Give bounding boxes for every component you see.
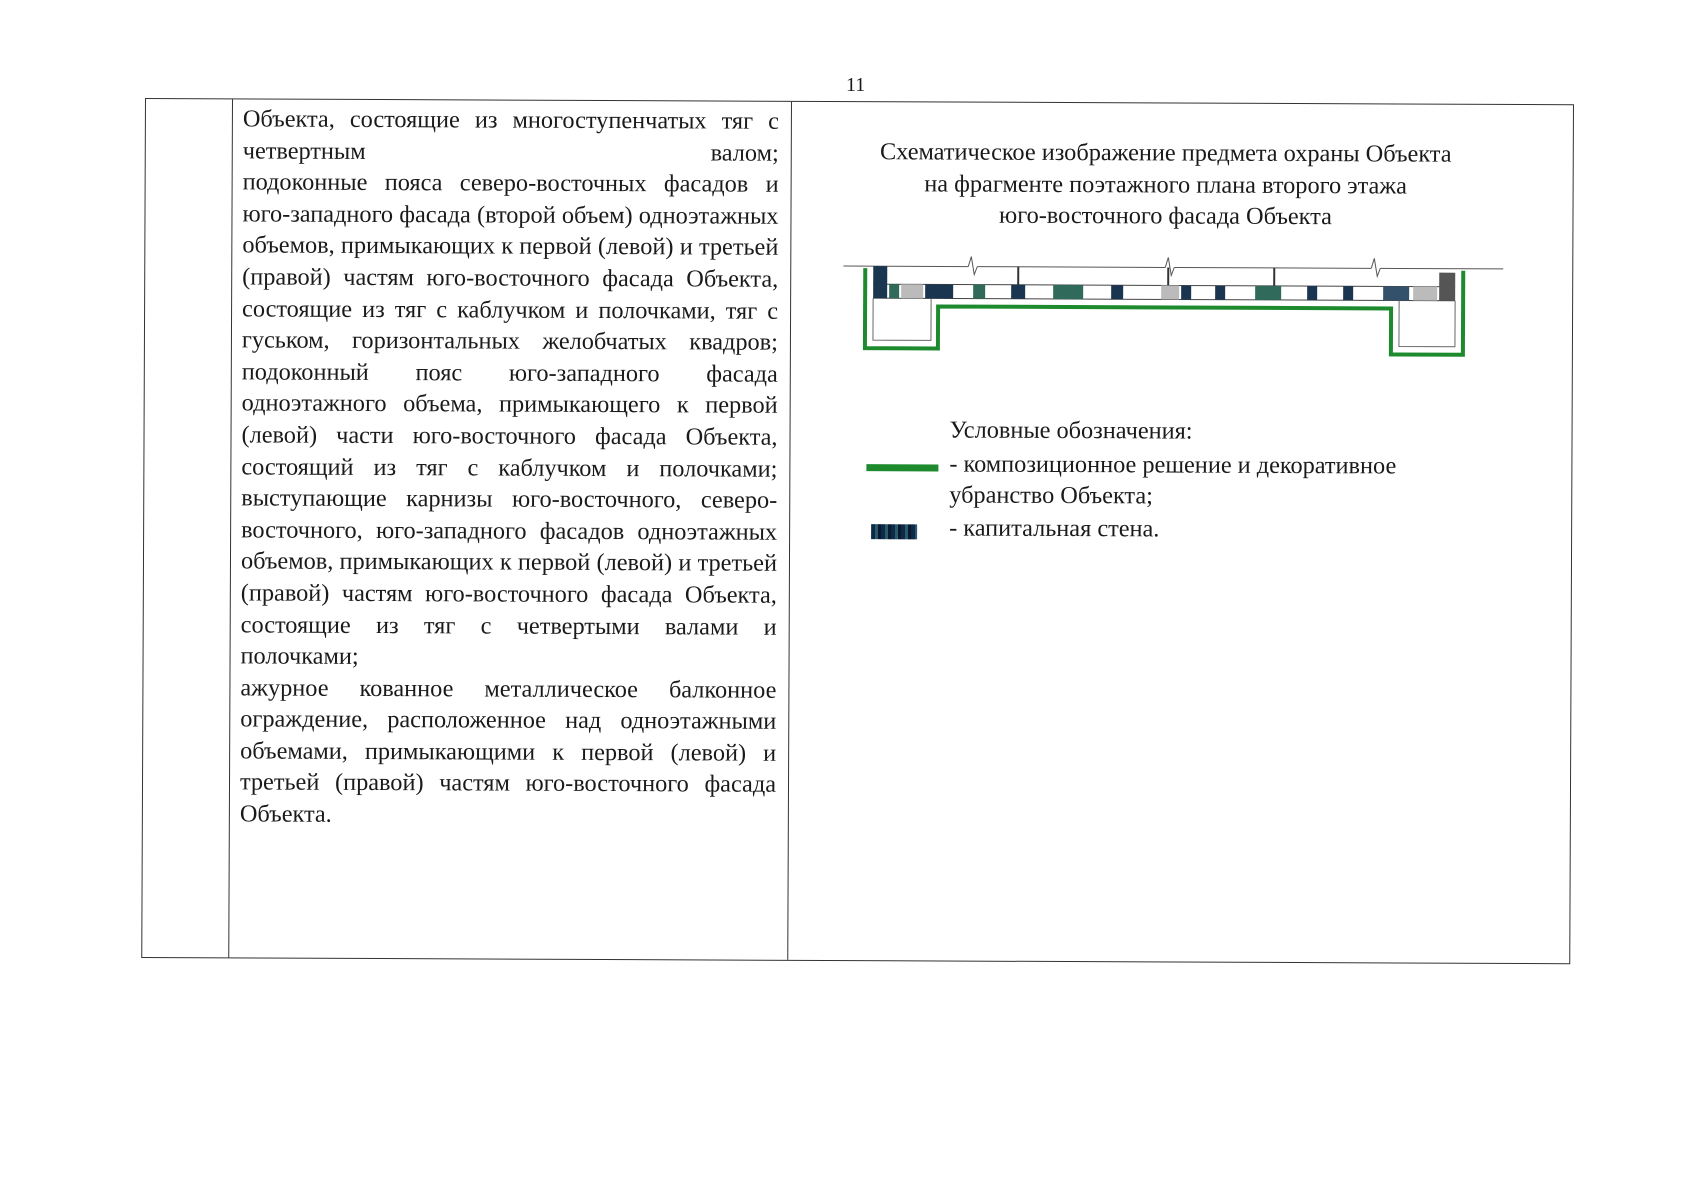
diagram-title-line-2: на фрагменте поэтажного плана второго этажа: [924, 169, 1407, 200]
diagram-title-line-3: юго-восточного фасада Объекта: [999, 201, 1332, 231]
legend-item-1-line-2: убранство Объекта;: [949, 481, 1153, 510]
description-paragraph-3: подоконный пояс юго-западного фасада одноэтажного объема, примыкающего к первой (левой) части юго-восточного фасада Объекта, состоящий из тяг с каблучком и полочками;: [241, 358, 778, 483]
plan-cut-line: [843, 256, 1503, 277]
diagram-title: [845, 136, 1485, 234]
content-table: [141, 98, 1574, 964]
column-divider-1: [228, 99, 233, 957]
column-divider-2: [787, 102, 792, 960]
description-paragraph-1: Объекта, состоящие из многоступенчатых тяг с четвертным валом;: [242, 105, 779, 167]
description-paragraph-2: подоконные пояса северо-восточных фасадов и юго-западного фасада (второй объем) одноэтажных объемов, примыкающих к первой (левой) и третьей (правой) частям юго-восточного фасада Объекта, состоящие из тяг с каблучком и полочками, тяг с гуськом, горизонтальных желобчатых квадров;: [241, 168, 779, 356]
description-paragraph-5: ажурное кованное металлическое балконное ограждение, расположенное над одноэтажными объемами, примыкающими к первой (левой) и третьей (правой) частям юго-восточного фасада Объекта.: [239, 674, 777, 828]
partition-lines: [1018, 267, 1274, 286]
legend-title: Условные обозначения:: [949, 416, 1193, 445]
diagram-title-line-1: Схематическое изображение предмета охраны Объекта: [879, 138, 1452, 168]
protected-element-outline: [865, 268, 1463, 355]
floor-plan-fragment: [843, 254, 1543, 367]
page-number: 11: [846, 74, 866, 96]
legend-green-line-swatch: [866, 464, 938, 471]
description-paragraph-4: выступающие карнизы юго-восточного, северо-восточного, юго-западного фасадов одноэтажных объемов, примыкающих к первой (левой) и третьей (правой) частям юго-восточного фасада Объекта, состоящие из тяг с четвертыми валами и полочками;: [240, 484, 778, 671]
legend-capital-wall-swatch: [871, 524, 917, 539]
legend-item-2-line-1: - капитальная стена.: [949, 514, 1160, 543]
legend-item-1-line-1: - композиционное решение и декоративное: [949, 450, 1397, 480]
description-cell: [240, 103, 779, 832]
